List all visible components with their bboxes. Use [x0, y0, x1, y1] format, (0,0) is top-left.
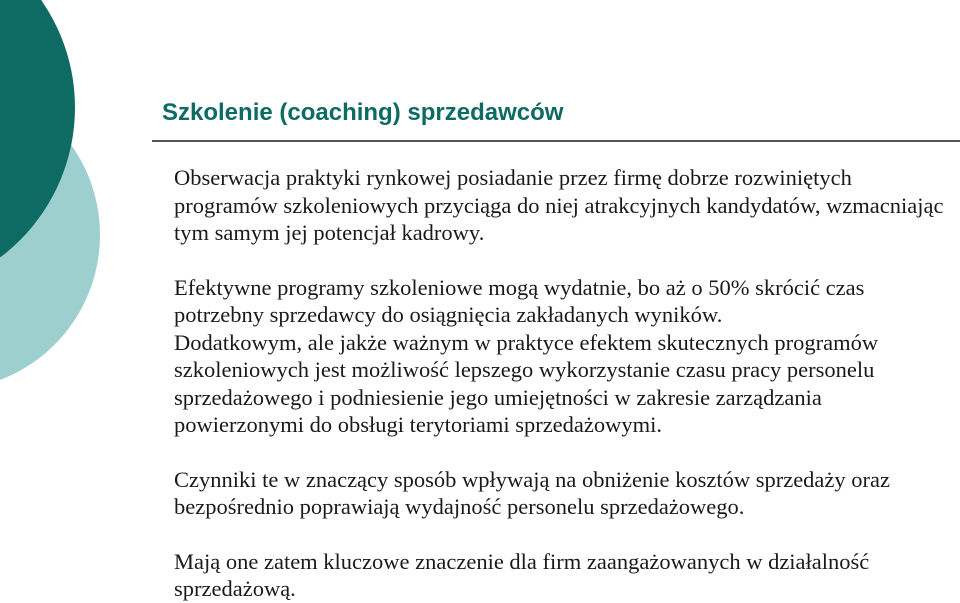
slide-body [174, 164, 944, 603]
paragraph-effectiveness: Efektywne programy szkoleniowe mogą wydatnie, bo aż o 50% skrócić czas potrzebny sprzedawcy do osiągnięcia zakładanych wyników. [174, 274, 865, 327]
paragraph-cost-factors: Czynniki te w znaczący sposób wpływają na obniżenie kosztów sprzedaży oraz bezpośrednio poprawiają wydajność personelu sprzedażowego. [174, 466, 890, 519]
title-divider [152, 140, 960, 142]
paragraph-additional-effect: Dodatkowym, ale jakże ważnym w praktyce efektem skutecznych programów szkoleniowych jest możliwość lepszego wykorzystanie czasu pracy personelu sprzedażowego i podniesienie jego umiejętności w zakresie zarządzania powierzonymi do obsługi terytoriami sprzedażowymi. [174, 329, 879, 437]
slide-title: Szkolenie (coaching) sprzedawców [162, 99, 564, 126]
paragraph-observation: Obserwacja praktyki rynkowej posiadanie przez firmę dobrze rozwiniętych programów szkoleniowych przyciąga do niej atrakcyjnych kandydatów, wzmacniając tym samym jej potencjał kadrowy. [174, 165, 944, 245]
paragraph-conclusion: Mają one zatem kluczowe znaczenie dla firm zaangażowanych w działalność sprzedażową. [174, 548, 870, 601]
